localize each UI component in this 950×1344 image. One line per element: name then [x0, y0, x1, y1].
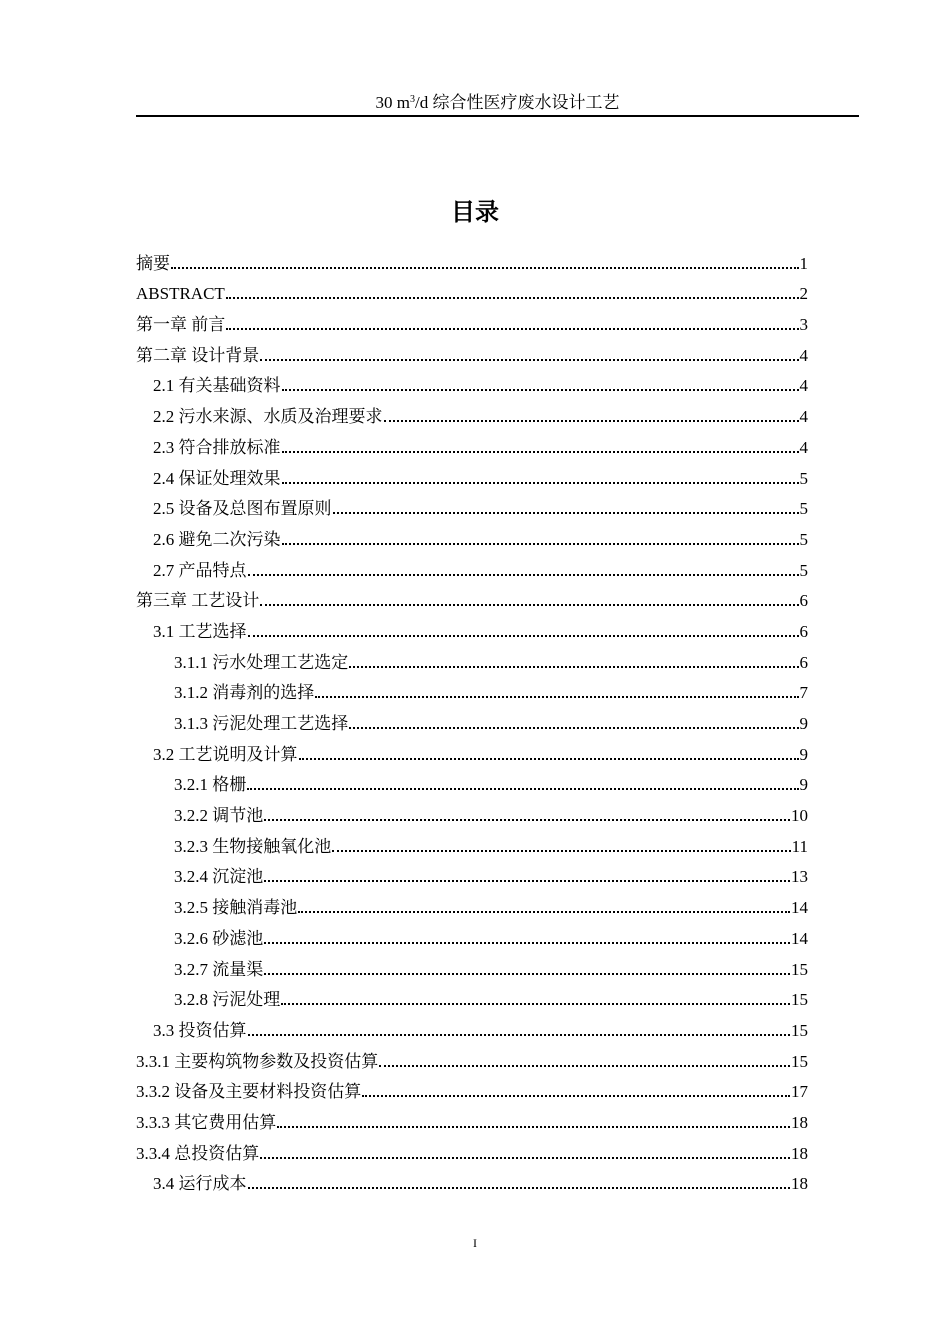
toc-entry[interactable]	[136, 796, 808, 827]
toc-entry[interactable]	[136, 950, 808, 981]
toc-entry-title: 2.7 产品特点	[153, 560, 247, 580]
toc-entry-title: 3.2.4 沉淀池	[174, 867, 264, 887]
toc-entry-title: 2.3 符合排放标准	[153, 437, 281, 457]
toc-entry[interactable]	[136, 1103, 808, 1134]
toc-entry-title: 3.3 投资估算	[153, 1020, 247, 1040]
toc-entry-title: ABSTRACT	[136, 284, 225, 304]
header-superscript: 3	[410, 94, 415, 105]
header-text-pre: 30 m	[375, 93, 410, 112]
toc-entry-page: 18	[791, 1112, 808, 1132]
toc-entry[interactable]	[136, 582, 808, 613]
toc-leader-dots	[282, 482, 799, 484]
toc-leader-dots	[349, 727, 798, 729]
toc-entry-title: 3.2 工艺说明及计算	[153, 744, 298, 764]
toc-leader-dots	[264, 819, 790, 821]
toc-entry-title: 3.2.3 生物接触氧化池	[174, 836, 332, 856]
toc-entry-page: 9	[799, 775, 808, 795]
toc-entry[interactable]	[136, 459, 808, 490]
toc-entry-page: 15	[791, 959, 808, 979]
toc-entry-title: 第二章 设计背景	[136, 345, 260, 365]
toc-entry[interactable]	[136, 735, 808, 766]
toc-entry[interactable]	[136, 367, 808, 398]
toc-entry-page: 14	[791, 898, 808, 918]
toc-leader-dots	[282, 389, 799, 391]
toc-entry[interactable]	[136, 643, 808, 674]
toc-entry[interactable]	[136, 827, 808, 858]
toc-entry[interactable]	[136, 981, 808, 1012]
toc-entry-page: 5	[799, 529, 808, 549]
toc-leader-dots	[332, 850, 790, 852]
toc-entry-page: 1	[799, 253, 808, 273]
toc-entry-page: 5	[799, 468, 808, 488]
toc-leader-dots	[248, 574, 799, 576]
toc-leader-dots	[248, 1187, 791, 1189]
toc-entry[interactable]	[136, 1134, 808, 1165]
toc-leader-dots	[264, 973, 790, 975]
toc-leader-dots	[349, 666, 798, 668]
toc-entry-title: 2.2 污水来源、水质及治理要求	[153, 407, 383, 427]
toc-entry[interactable]	[136, 1011, 808, 1042]
toc-entry-page: 10	[791, 806, 808, 826]
toc-entry-title: 3.3.1 主要构筑物参数及投资估算	[136, 1051, 379, 1071]
page-header	[136, 92, 859, 114]
toc-entry-page: 18	[791, 1143, 808, 1163]
toc-entry-page: 18	[791, 1174, 808, 1194]
toc-entry-title: 3.3.3 其它费用估算	[136, 1112, 277, 1132]
toc-leader-dots	[264, 880, 790, 882]
toc-entry-page: 4	[799, 407, 808, 427]
toc-entry-title: 3.3.2 设备及主要材料投资估算	[136, 1082, 362, 1102]
toc-entry[interactable]	[136, 1165, 808, 1196]
toc-leader-dots	[260, 1157, 790, 1159]
toc-entry-page: 4	[799, 376, 808, 396]
toc-entry-title: 3.2.5 接触消毒池	[174, 898, 298, 918]
toc-entry-page: 14	[791, 928, 808, 948]
toc-entry-page: 11	[791, 836, 808, 856]
toc-entry-page: 4	[799, 345, 808, 365]
toc-leader-dots	[298, 911, 790, 913]
toc-entry-title: 3.1.1 污水处理工艺选定	[174, 652, 349, 672]
toc-leader-dots	[315, 696, 798, 698]
page-title: 目录	[451, 198, 499, 226]
toc-entry-title: 3.2.2 调节池	[174, 806, 264, 826]
toc-entry[interactable]	[136, 858, 808, 889]
toc-entry-title: 3.1.3 污泥处理工艺选择	[174, 714, 349, 733]
toc-entry-page: 5	[799, 560, 808, 580]
toc-entry-page: 5	[799, 499, 808, 519]
toc-leader-dots	[226, 328, 798, 330]
toc-entry-title: 摘要	[136, 253, 170, 273]
toc-entry-page: 6	[799, 621, 808, 641]
header-rule	[136, 115, 859, 117]
toc-entry[interactable]	[136, 244, 808, 275]
toc-leader-dots	[299, 758, 799, 760]
toc-leader-dots	[281, 1003, 790, 1005]
toc-leader-dots	[277, 1126, 790, 1128]
header-text-post: /d 综合性医疗废水设计工艺	[415, 93, 620, 112]
toc-entry-title: 3.2.8 污泥处理	[174, 990, 281, 1010]
toc-entry-page: 9	[799, 714, 808, 733]
toc-leader-dots	[260, 359, 798, 361]
toc-entry[interactable]	[136, 919, 808, 950]
toc-entry[interactable]	[136, 520, 808, 551]
toc-entry[interactable]	[136, 704, 808, 735]
toc-leader-dots	[362, 1095, 790, 1097]
toc-leader-dots	[260, 604, 798, 606]
toc-leader-dots	[282, 543, 799, 545]
toc-leader-dots	[248, 635, 799, 637]
toc-entry-title: 3.1.2 消毒剂的选择	[174, 683, 315, 703]
toc-entry-title: 2.5 设备及总图布置原则	[153, 499, 332, 519]
toc-entry[interactable]	[136, 275, 808, 306]
toc-entry-title: 3.4 运行成本	[153, 1174, 247, 1194]
toc-entry-page: 2	[799, 284, 808, 304]
toc-entry-page: 17	[791, 1082, 808, 1102]
toc-entry-title: 2.6 避免二次污染	[153, 529, 281, 549]
toc-entry[interactable]	[136, 888, 808, 919]
toc-entry[interactable]	[136, 397, 808, 428]
toc-entry-page: 15	[791, 1051, 808, 1071]
toc-leader-dots	[247, 788, 798, 790]
toc-leader-dots	[248, 1034, 791, 1036]
toc-entry[interactable]	[136, 428, 808, 459]
toc-entry[interactable]	[136, 766, 808, 797]
toc-leader-dots	[226, 297, 799, 299]
toc-entry[interactable]	[136, 1073, 808, 1104]
toc-entry[interactable]	[136, 336, 808, 367]
toc-entry-page: 13	[791, 867, 808, 887]
toc-entry-page: 15	[791, 990, 808, 1010]
toc-entry-title: 第三章 工艺设计	[136, 591, 260, 611]
toc-entry-title: 3.3.4 总投资估算	[136, 1143, 260, 1163]
toc-leader-dots	[384, 420, 799, 422]
toc-entry-page: 15	[791, 1020, 808, 1040]
toc-entry-page: 6	[799, 652, 808, 672]
toc-entry[interactable]	[136, 1042, 808, 1073]
toc-entry-title: 第一章 前言	[136, 315, 226, 335]
table-of-contents	[136, 244, 808, 1195]
page-number: I	[473, 1236, 477, 1250]
toc-entry-page: 4	[799, 437, 808, 457]
toc-leader-dots	[264, 942, 790, 944]
toc-entry-page: 7	[799, 683, 808, 703]
toc-entry[interactable]	[136, 490, 808, 521]
toc-entry-title: 3.2.7 流量渠	[174, 959, 264, 979]
toc-entry-page: 3	[799, 315, 808, 335]
toc-entry[interactable]	[136, 612, 808, 643]
toc-entry-title: 2.4 保证处理效果	[153, 468, 281, 488]
toc-leader-dots	[282, 451, 799, 453]
toc-entry[interactable]	[136, 674, 808, 705]
toc-entry-title: 3.2.1 格栅	[174, 775, 247, 795]
toc-leader-dots	[171, 267, 799, 269]
toc-entry-title: 3.1 工艺选择	[153, 621, 247, 641]
toc-entry-page: 6	[799, 591, 808, 611]
toc-leader-dots	[333, 512, 799, 514]
toc-entry-title: 2.1 有关基础资料	[153, 376, 281, 396]
toc-entry-title: 3.2.6 砂滤池	[174, 928, 264, 948]
toc-entry[interactable]	[136, 551, 808, 582]
toc-entry[interactable]	[136, 305, 808, 336]
toc-leader-dots	[379, 1065, 790, 1067]
toc-entry-page: 9	[799, 744, 808, 764]
